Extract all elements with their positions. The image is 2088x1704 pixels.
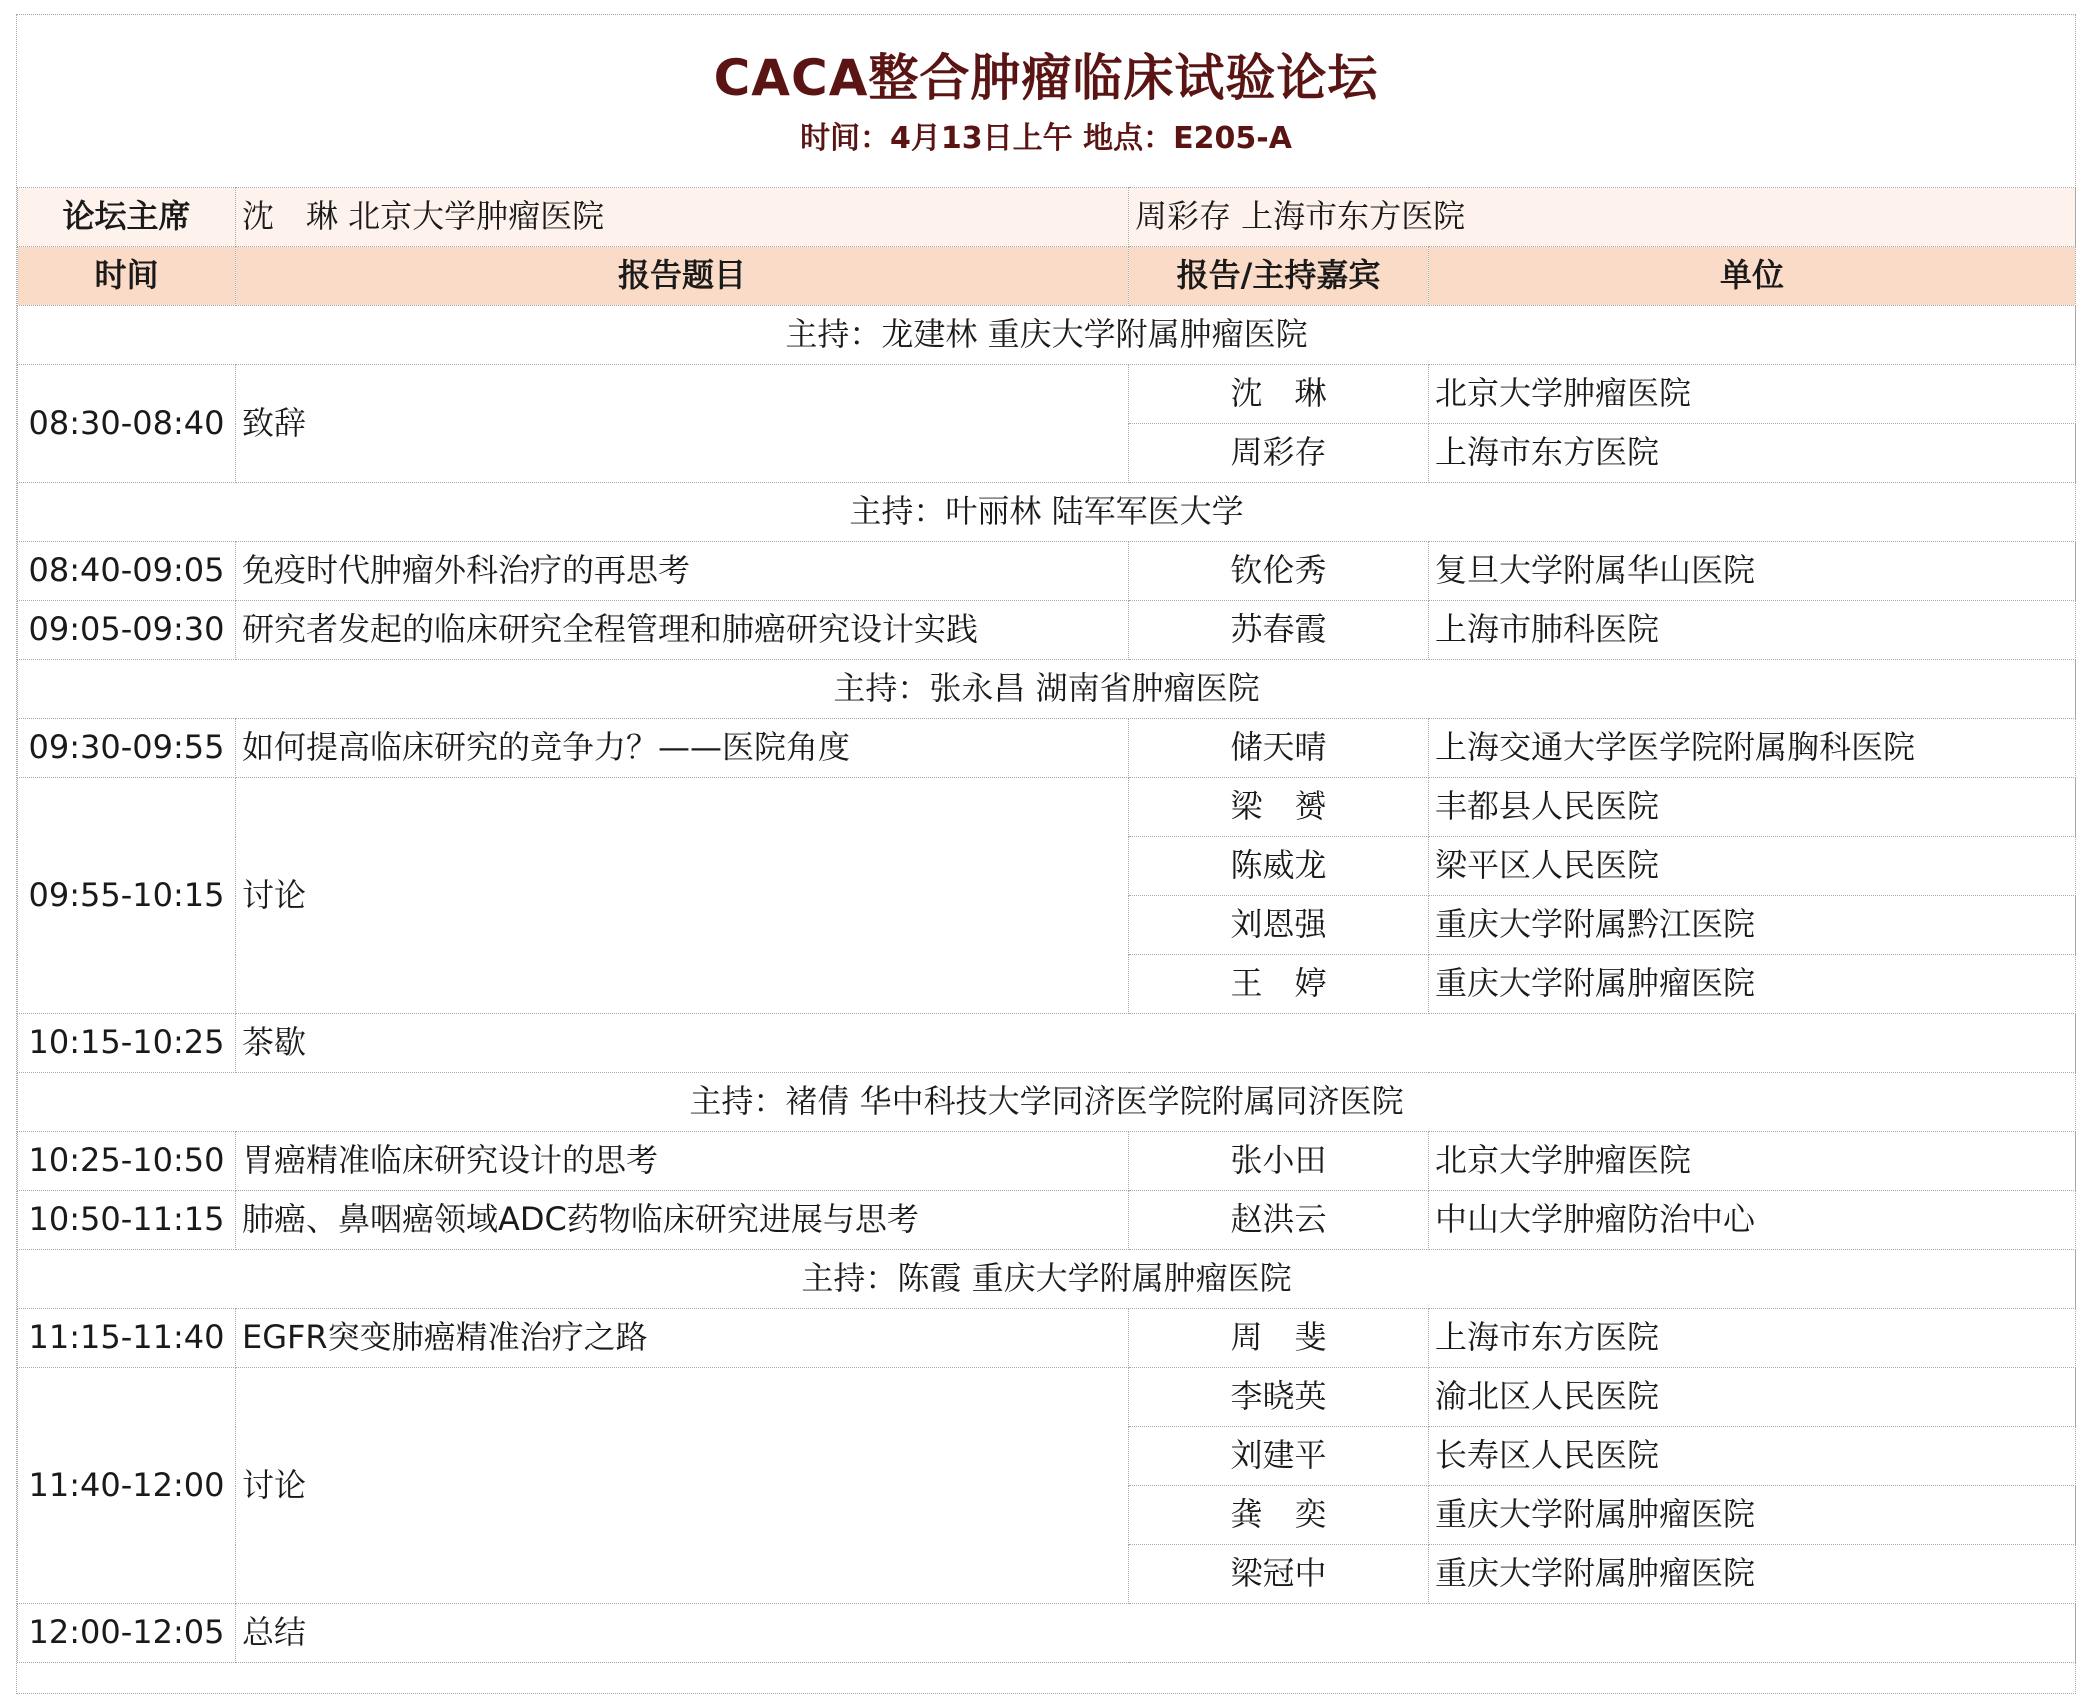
speaker-unit: 上海市东方医院	[1429, 424, 2076, 483]
speaker-name: 李晓英	[1129, 1368, 1429, 1427]
table-row	[18, 778, 2076, 837]
speaker-unit: 丰都县人民医院	[1429, 778, 2076, 837]
session-time: 08:30-08:40	[18, 365, 236, 483]
chair-row	[18, 188, 2076, 247]
table-row	[18, 601, 2076, 660]
speaker-name: 沈 琳	[1129, 365, 1429, 424]
speaker-unit: 上海市东方医院	[1429, 1309, 2076, 1368]
page-title: CACA整合肿瘤临床试验论坛	[713, 49, 1379, 107]
session-topic: 胃癌精准临床研究设计的思考	[236, 1132, 1129, 1191]
speaker-unit: 重庆大学附属黔江医院	[1429, 896, 2076, 955]
session-topic: 讨论	[236, 778, 1129, 1014]
speaker-name: 刘建平	[1129, 1427, 1429, 1486]
speaker-unit: 重庆大学附属肿瘤医院	[1429, 955, 2076, 1014]
session-time: 11:40-12:00	[18, 1368, 236, 1604]
session-time: 09:30-09:55	[18, 719, 236, 778]
session-time: 11:15-11:40	[18, 1309, 236, 1368]
speaker-unit: 北京大学肿瘤医院	[1429, 1132, 2076, 1191]
table-row	[18, 1191, 2076, 1250]
speaker-unit: 北京大学肿瘤医院	[1429, 365, 2076, 424]
speaker-name: 钦伦秀	[1129, 542, 1429, 601]
session-topic: 讨论	[236, 1368, 1129, 1604]
speaker-unit: 长寿区人民医院	[1429, 1427, 2076, 1486]
table-row	[18, 1368, 2076, 1427]
header-time: 时间	[18, 247, 236, 306]
session-topic: 茶歇	[236, 1014, 2076, 1073]
speaker-unit: 渝北区人民医院	[1429, 1368, 2076, 1427]
session-topic: EGFR突变肺癌精准治疗之路	[236, 1309, 1129, 1368]
chair-2: 周彩存 上海市东方医院	[1129, 188, 2076, 247]
header-topic: 报告题目	[236, 247, 1129, 306]
speaker-unit: 重庆大学附属肿瘤医院	[1429, 1486, 2076, 1545]
speaker-name: 周 斐	[1129, 1309, 1429, 1368]
moderator-row	[18, 306, 2076, 365]
session-topic: 总结	[236, 1604, 2076, 1663]
speaker-name: 刘恩强	[1129, 896, 1429, 955]
table-row	[18, 1309, 2076, 1368]
session-topic: 研究者发起的临床研究全程管理和肺癌研究设计实践	[236, 601, 1129, 660]
speaker-name: 苏春霞	[1129, 601, 1429, 660]
agenda-sheet	[16, 14, 2076, 1694]
moderator-row	[18, 1073, 2076, 1132]
session-time: 09:05-09:30	[18, 601, 236, 660]
moderator-row	[18, 660, 2076, 719]
session-topic: 如何提高临床研究的竞争力？——医院角度	[236, 719, 1129, 778]
session-time: 12:00-12:05	[18, 1604, 236, 1663]
chair-1: 沈 琳 北京大学肿瘤医院	[236, 188, 1129, 247]
speaker-name: 周彩存	[1129, 424, 1429, 483]
session-topic: 免疫时代肿瘤外科治疗的再思考	[236, 542, 1129, 601]
table-row	[18, 1604, 2076, 1663]
speaker-unit: 上海市肺科医院	[1429, 601, 2076, 660]
page-subtitle: 时间：4月13日上午 地点：E205-A	[800, 121, 1292, 156]
speaker-name: 龚 奕	[1129, 1486, 1429, 1545]
moderator-text: 主持：龙建林 重庆大学附属肿瘤医院	[18, 306, 2076, 365]
speaker-name: 赵洪云	[1129, 1191, 1429, 1250]
table-row	[18, 365, 2076, 424]
agenda-table	[17, 187, 2076, 1663]
title-block	[17, 15, 2075, 187]
speaker-name: 梁 赟	[1129, 778, 1429, 837]
speaker-unit: 复旦大学附属华山医院	[1429, 542, 2076, 601]
speaker-name: 张小田	[1129, 1132, 1429, 1191]
moderator-text: 主持：张永昌 湖南省肿瘤医院	[18, 660, 2076, 719]
moderator-row	[18, 1250, 2076, 1309]
moderator-row	[18, 483, 2076, 542]
speaker-name: 王 婷	[1129, 955, 1429, 1014]
speaker-unit: 中山大学肿瘤防治中心	[1429, 1191, 2076, 1250]
header-row	[18, 247, 2076, 306]
session-time: 10:25-10:50	[18, 1132, 236, 1191]
speaker-unit: 上海交通大学医学院附属胸科医院	[1429, 719, 2076, 778]
moderator-text: 主持：叶丽林 陆军军医大学	[18, 483, 2076, 542]
session-time: 10:15-10:25	[18, 1014, 236, 1073]
table-row	[18, 542, 2076, 601]
session-time: 09:55-10:15	[18, 778, 236, 1014]
chair-label: 论坛主席	[18, 188, 236, 247]
speaker-unit: 重庆大学附属肿瘤医院	[1429, 1545, 2076, 1604]
table-row	[18, 719, 2076, 778]
session-topic: 致辞	[236, 365, 1129, 483]
moderator-text: 主持：褚倩 华中科技大学同济医学院附属同济医院	[18, 1073, 2076, 1132]
session-time: 10:50-11:15	[18, 1191, 236, 1250]
table-row	[18, 1014, 2076, 1073]
speaker-name: 梁冠中	[1129, 1545, 1429, 1604]
speaker-unit: 梁平区人民医院	[1429, 837, 2076, 896]
moderator-text: 主持：陈霞 重庆大学附属肿瘤医院	[18, 1250, 2076, 1309]
session-time: 08:40-09:05	[18, 542, 236, 601]
header-unit: 单位	[1429, 247, 2076, 306]
speaker-name: 储天晴	[1129, 719, 1429, 778]
speaker-name: 陈威龙	[1129, 837, 1429, 896]
session-topic: 肺癌、鼻咽癌领域ADC药物临床研究进展与思考	[236, 1191, 1129, 1250]
header-speaker: 报告/主持嘉宾	[1129, 247, 1429, 306]
table-row	[18, 1132, 2076, 1191]
